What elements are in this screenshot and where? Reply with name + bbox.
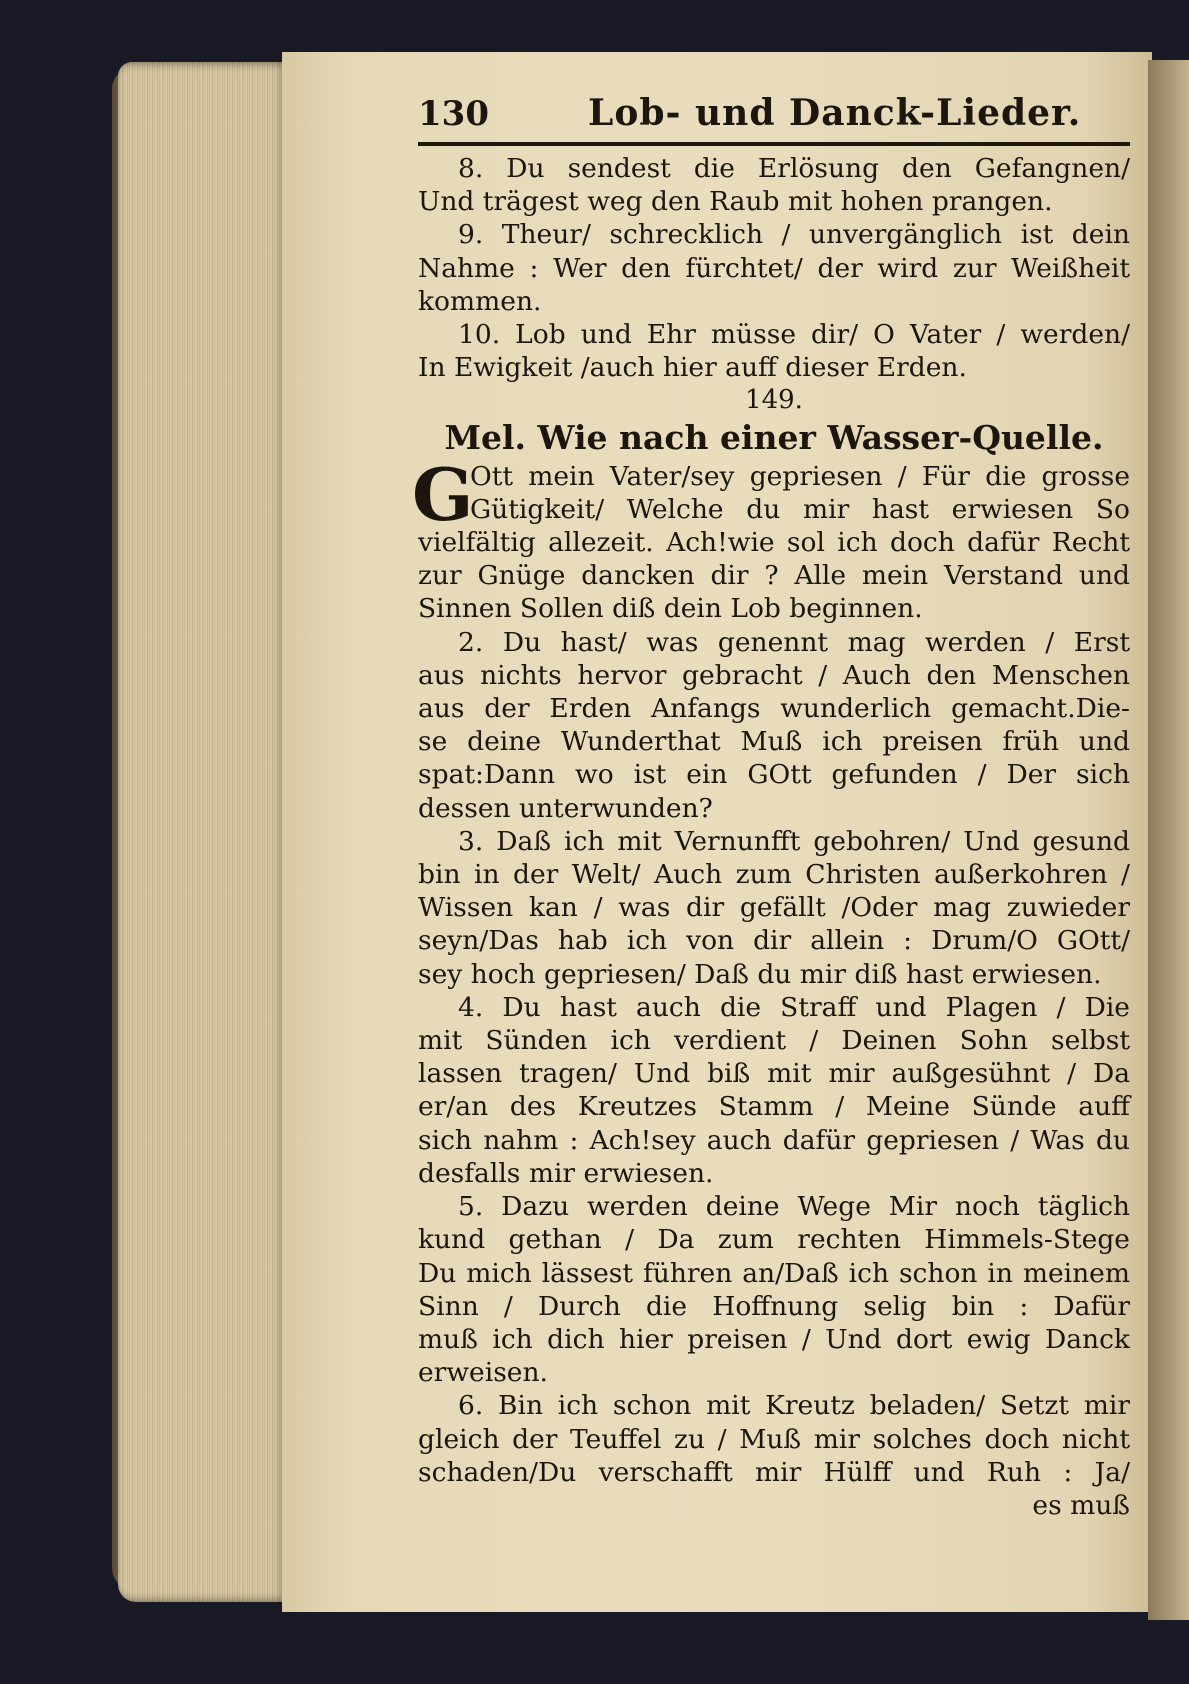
verse-line: 9. Theur/ schrecklich / unvergänglich ist dein — [458, 219, 1130, 251]
verse-line: 8. Du sendest die Erlösung den Gefangnen/ — [458, 153, 1130, 184]
verse-line: Du mich lässest führen an/Daß ich schon in meinem — [418, 1257, 1130, 1289]
running-head-title: Lob- und Danck-Lieder. — [588, 92, 1082, 134]
verse-line: desfalls mir erwiesen. — [418, 1157, 714, 1189]
head-rule — [418, 142, 1130, 146]
page-stack-edge — [118, 62, 288, 1602]
verse-line: mit Sünden ich verdient / Deinen Sohn selbst — [418, 1025, 1130, 1057]
verse-6 — [418, 1389, 1130, 1522]
verse-line: lassen tragen/ Und biß mit mir außgesühnt / Da — [418, 1058, 1130, 1090]
verse-line: spat:Dann wo ist ein GOtt gefunden / Der sich — [418, 759, 1130, 791]
verse-line: 5. Dazu werden deine Wege Mir noch täglich — [458, 1191, 1130, 1223]
verse-line: Wissen kan / was dir gefällt /Oder mag zuwieder — [418, 892, 1130, 924]
verse-line: muß ich dich hier preisen / Und dort ewig Danck — [418, 1323, 1130, 1355]
verse-line: Gütigkeit/ Welche du mir hast erwiesen So — [470, 493, 1130, 525]
verse-line: sich nahm : Ach!sey auch dafür gepriesen / Was du — [418, 1124, 1130, 1156]
verse-line: Und trägest weg den Raub mit hohen prangen. — [418, 186, 1053, 218]
verse-line: 3. Daß ich mit Vernunfft gebohren/ Und gesund — [458, 825, 1130, 857]
verse-2 — [418, 626, 1130, 825]
verse-line: se deine Wunderthat Muß ich preisen früh und — [418, 726, 1130, 758]
verse-line: schaden/Du verschafft mir Hülff und Ruh : Ja/ — [418, 1456, 1130, 1488]
verse-line: aus nichts hervor gebracht / Auch den Menschen — [418, 659, 1130, 691]
verse-line: Ott mein Vater/sey gepriesen / Für die grosse — [470, 460, 1130, 492]
verse-line: aus der Erden Anfangs wunderlich gemacht.Die- — [418, 693, 1130, 725]
verse-line: 10. Lob und Ehr müsse dir/ O Vater / werden/ — [458, 319, 1130, 351]
verse-line: seyn/Das hab ich von dir allein : Drum/O GOtt/ — [418, 925, 1130, 957]
verse-line: Sinnen Sollen diß dein Lob beginnen. — [418, 593, 923, 625]
page-number: 130 — [418, 94, 489, 134]
facing-page-edge — [1148, 60, 1189, 1620]
verse-5 — [418, 1190, 1130, 1389]
hymn-number: 149. — [745, 385, 803, 416]
verse-line: sey hoch gepriesen/ Daß du mir diß hast erwiesen. — [418, 958, 1102, 990]
verse-line: Sinn / Durch die Hoffnung selig bin : Dafür — [418, 1290, 1130, 1322]
verse-10 — [418, 318, 1130, 384]
verse-line: Nahme : Wer den fürchtet/ der wird zur Weißheit — [418, 252, 1130, 284]
page-text — [412, 88, 1130, 1522]
verse-line: bin in der Welt/ Auch zum Christen außerkohren / — [418, 859, 1130, 891]
verse-4 — [418, 991, 1130, 1190]
verse-1 — [412, 451, 1130, 626]
verse-line: vielfältig allezeit. Ach!wie sol ich doch dafür Recht — [418, 527, 1130, 559]
verse-line: 6. Bin ich schon mit Kreutz beladen/ Setzt mir — [458, 1390, 1130, 1422]
verse-line: erweisen. — [418, 1357, 548, 1389]
verse-line: kommen. — [418, 285, 542, 317]
verse-line: zur Gnüge dancken dir ? Alle mein Verstand und — [418, 560, 1130, 592]
verse-line: dessen unterwunden? — [418, 792, 713, 824]
catchword: es muß — [1032, 1489, 1130, 1521]
verse-line: 2. Du hast/ was genennt mag werden / Erst — [458, 626, 1130, 658]
drop-cap-initial: G — [412, 451, 474, 537]
running-head — [418, 88, 1130, 140]
verse-line: kund gethan / Da zum rechten Himmels-Stege — [418, 1224, 1130, 1256]
verse-line: er/an des Kreutzes Stamm / Meine Sünde auff — [418, 1091, 1130, 1123]
verse-line: In Ewigkeit /auch hier auff dieser Erden. — [418, 352, 967, 384]
verse-8 — [418, 152, 1130, 218]
verse-9 — [418, 218, 1130, 318]
verse-3 — [418, 825, 1130, 991]
melody-indication: Mel. Wie nach einer Wasser-Quelle. — [444, 417, 1104, 457]
verse-line: gleich der Teuffel zu / Muß mir solches doch nicht — [418, 1423, 1130, 1455]
verse-line: 4. Du hast auch die Straff und Plagen / Die — [458, 991, 1130, 1023]
